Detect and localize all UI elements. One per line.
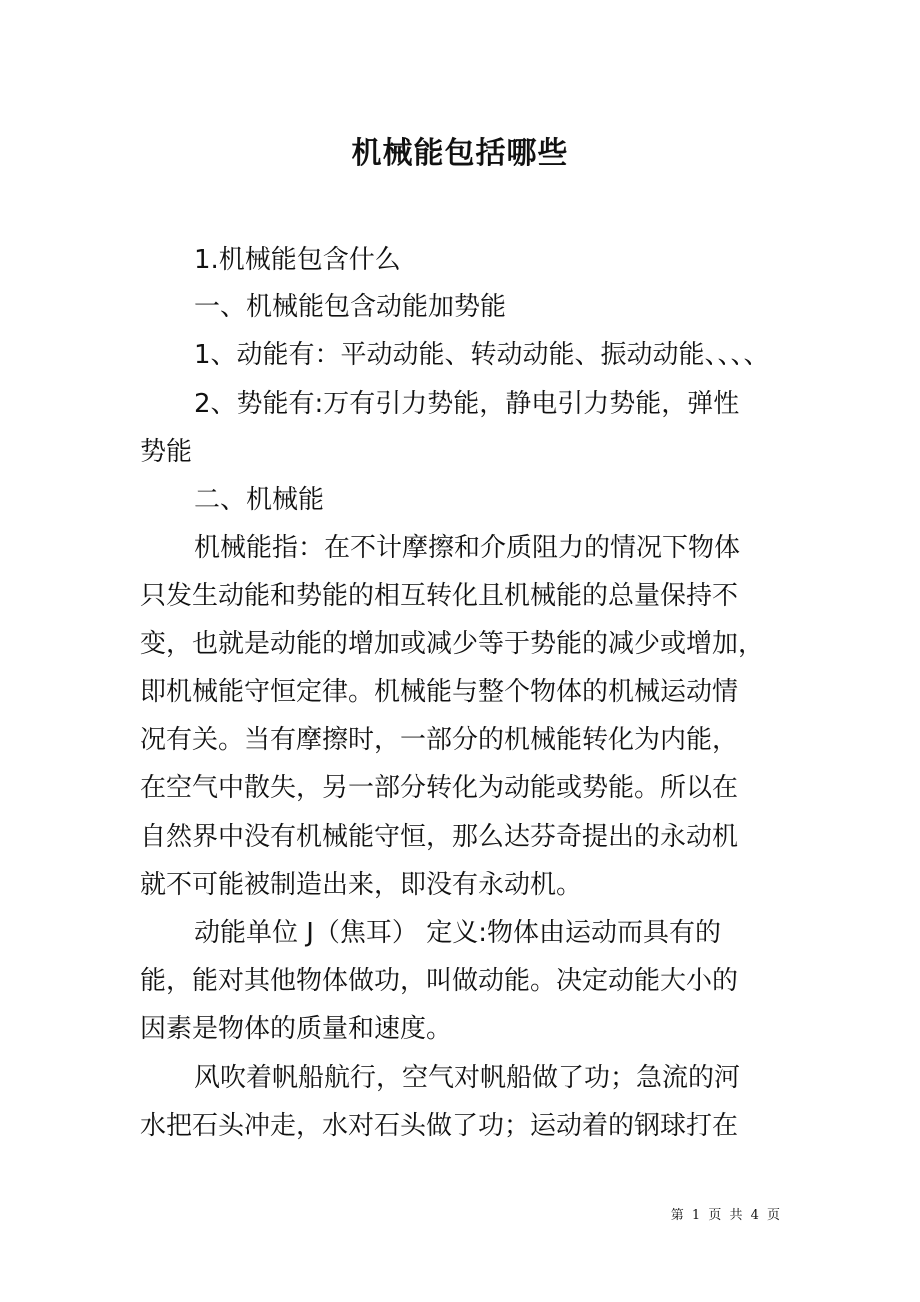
paragraph-line: 在空气中散失，另一部分转化为动能或势能。所以在 (140, 773, 739, 803)
page-title: 机械能包括哪些 (351, 136, 569, 171)
paragraph-line: 只发生动能和势能的相互转化且机械能的总量保持不 (140, 581, 739, 611)
paragraph-line: 风吹着帆船航行，空气对帆船做了功；急流的河 (194, 1063, 741, 1093)
page-footer: 第 1 页 共 4 页 (670, 1208, 780, 1223)
paragraph-line: 机械能指：在不计摩擦和介质阻力的情况下物体 (194, 533, 741, 563)
section-heading-1: 一、机械能包含动能加势能 (194, 292, 507, 322)
paragraph-line: 况有关。当有摩擦时，一部分的机械能转化为内能， (140, 725, 739, 755)
paragraph-line: 自然界中没有机械能守恒，那么达芬奇提出的永动机 (140, 822, 739, 852)
section-heading-2: 二、机械能 (194, 485, 325, 515)
list-item-kinetic: 1、动能有：平动动能、转动动能、振动动能、、、、 (194, 340, 770, 370)
paragraph-line: 能，能对其他物体做功，叫做动能。决定动能大小的 (140, 966, 739, 996)
paragraph-line: 即机械能守恒定律。机械能与整个物体的机械运动情 (140, 677, 739, 707)
list-item-potential-cont: 势能 (140, 437, 193, 467)
paragraph-line: 就不可能被制造出来，即没有永动机。 (140, 870, 583, 900)
paragraph-line: 动能单位 J（焦耳） 定义:物体由运动而具有的 (194, 918, 721, 948)
list-item-potential: 2、势能有:万有引力势能，静电引力势能，弹性 (194, 389, 740, 419)
paragraph-line: 水把石头冲走，水对石头做了功；运动着的钢球打在 (140, 1111, 739, 1141)
heading-1: 1.机械能包含什么 (194, 245, 401, 275)
paragraph-line: 因素是物体的质量和速度。 (140, 1014, 453, 1044)
paragraph-line: 变，也就是动能的增加或减少等于势能的减少或增加， (140, 629, 765, 659)
